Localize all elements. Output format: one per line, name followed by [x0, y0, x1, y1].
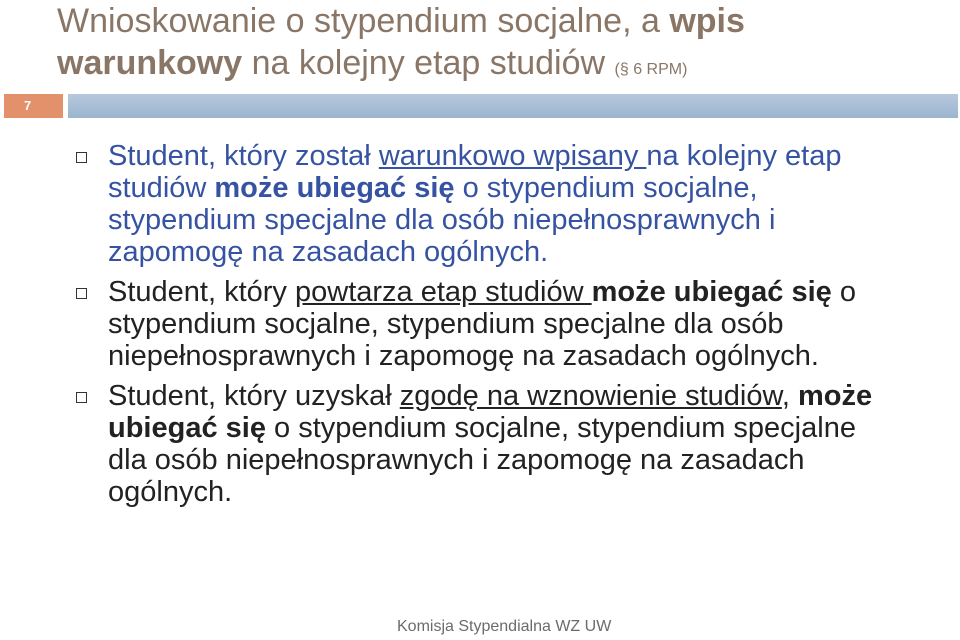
bullet-underlined-text: zgodę na wznowienie studiów	[399, 380, 782, 412]
bullet-item-3	[76, 380, 896, 508]
title-reference: (§ 6 RPM)	[614, 61, 688, 78]
bullet-bold-text: może ubiegać się	[108, 380, 873, 444]
checkbox-bullet-icon	[76, 288, 87, 299]
bullet-text: o stypendium socjalne, stypendium specjalne dla osób niepełnosprawnych i zapomogę na zasadach ogólnych.	[108, 412, 856, 508]
bullet-text: Student, który został	[108, 140, 379, 172]
title-text-2: na kolejny etap studiów	[242, 44, 615, 82]
bullet-text: ,	[781, 380, 798, 412]
checkbox-bullet-icon	[76, 152, 87, 163]
header-bar	[68, 94, 958, 118]
bullet-underlined-text: powtarza etap studiów	[295, 276, 592, 308]
slide-number: 7	[24, 98, 32, 113]
bullet-list	[76, 140, 896, 516]
slide-title	[57, 0, 937, 91]
title-text-1: Wnioskowanie o stypendium socjalne, a	[57, 2, 670, 40]
bullet-text: o stypendium socjalne, stypendium specjalne dla osób niepełnosprawnych i zapomogę na zasadach ogólnych.	[108, 276, 856, 372]
bullet-underlined-text: warunkowo wpisany	[378, 140, 647, 172]
bullet-item-2	[76, 276, 896, 372]
checkbox-bullet-icon	[76, 392, 87, 403]
title-bold-1: wpis	[669, 2, 745, 40]
bullet-bold-text: może ubiegać się	[214, 172, 463, 204]
title-bold-2: warunkowy	[57, 44, 243, 82]
bullet-item-1	[76, 140, 896, 268]
footer-text: Komisja Stypendialna WZ UW	[397, 618, 612, 635]
bullet-text: Student, który	[108, 276, 295, 308]
bullet-text: o stypendium socjalne, stypendium specjalne dla osób niepełnosprawnych i zapomogę na zasadach ogólnych.	[108, 172, 776, 268]
bullet-text: Student, który uzyskał	[108, 380, 400, 412]
bullet-bold-text: może ubiegać się	[591, 276, 840, 308]
slide-number-band	[4, 94, 63, 118]
bullet-text: na kolejny etap studiów	[108, 140, 842, 204]
